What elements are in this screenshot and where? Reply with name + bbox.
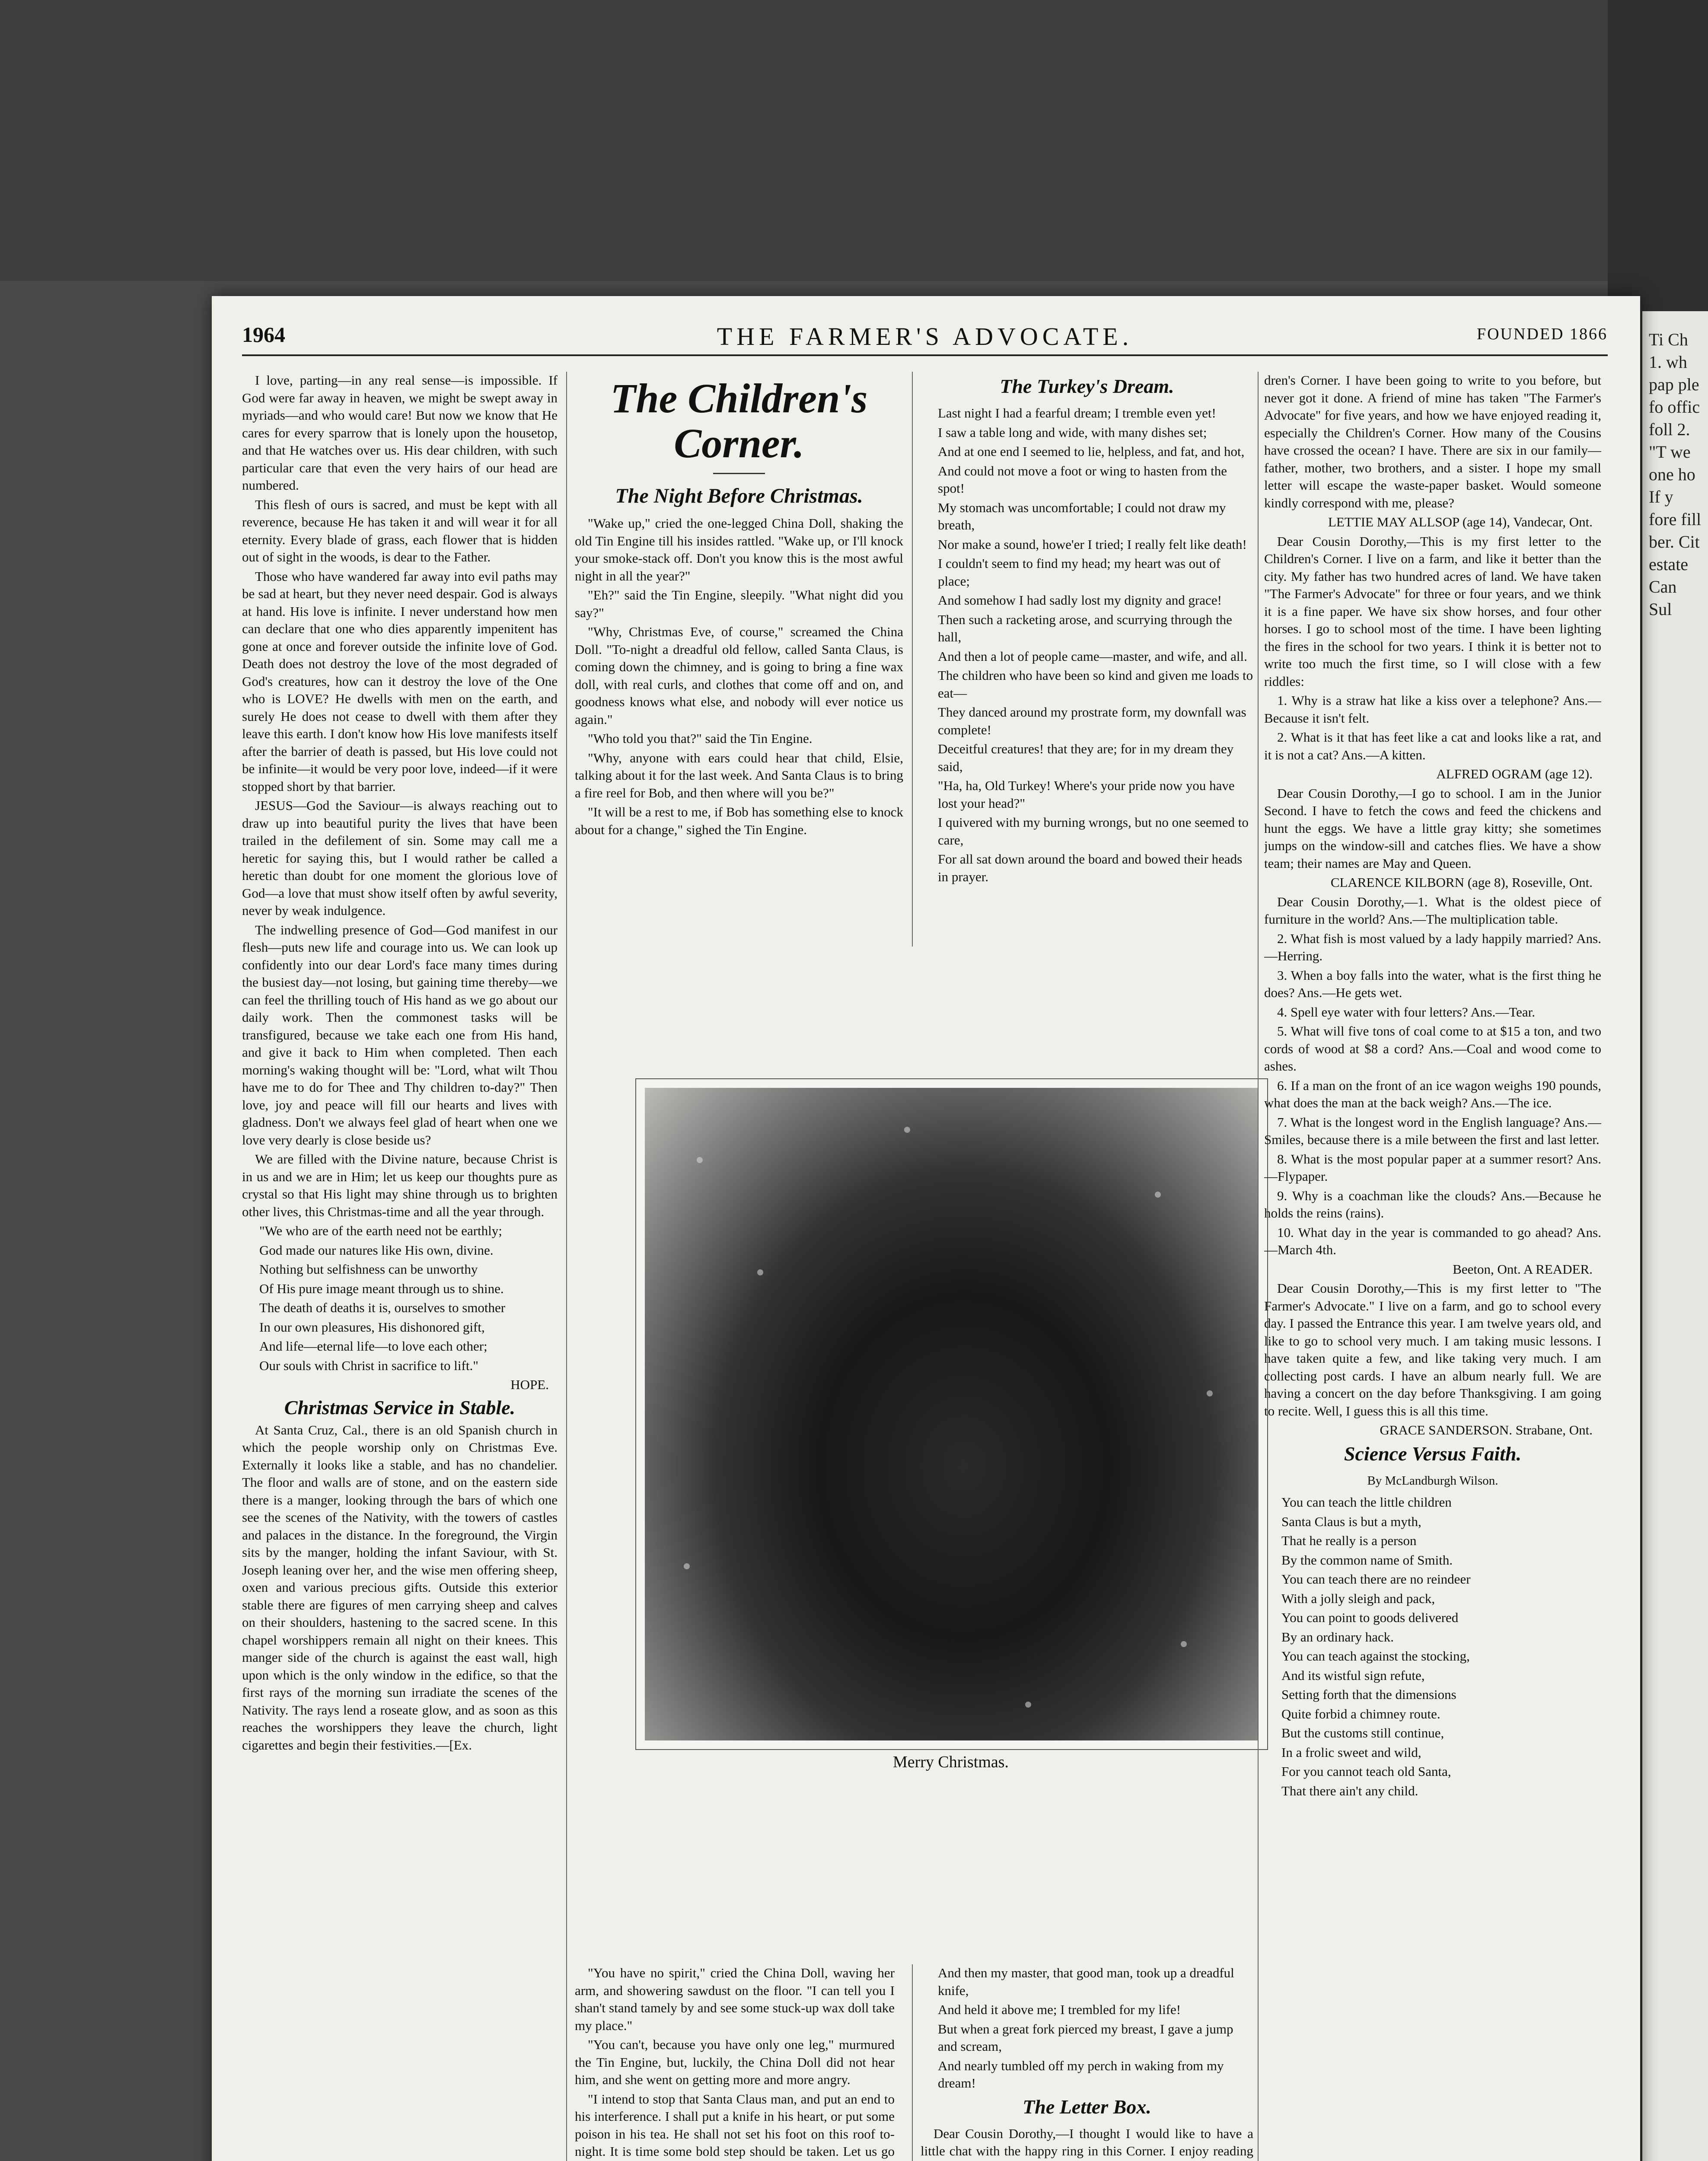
signature: CLARENCE KILBORN (age 8), Roseville, Ont. bbox=[1330, 875, 1593, 890]
riddle: 4. Spell eye water with four letters? Ans.—Tear. bbox=[1277, 1004, 1535, 1020]
letter: Dear Cousin Dorothy,—This is my first letter to "The Farmer's Advocate." I live on a farm, and go to school every day. I passed the Entrance this year. I am twelve years old, and like to go to school very much. I am taking music lessons. I have taken quite a few, and like taking very much. I am collecting post cards. I have an album nearly full. We are having a concert on the day before Thanksgiving. I am going to recite. Well, I guess this is all this time. bbox=[1264, 1281, 1601, 1418]
poem-line: And its wistful sign refute, bbox=[1281, 1667, 1425, 1683]
santa-claus-photo bbox=[645, 1088, 1259, 1740]
poem-line: Nothing but selfishness can be unworthy bbox=[259, 1262, 478, 1277]
letter: Dear Cousin Dorothy,—I thought I would like to have a little chat with the happy ring in this Corner. I enjoy reading bbox=[921, 2126, 1253, 2158]
paragraph: "Eh?" said the Tin Engine, sleepily. "What night did you say?" bbox=[575, 587, 903, 620]
poem-line: For you cannot teach old Santa, bbox=[1281, 1764, 1451, 1779]
adjacent-page-text: Ti Ch 1. wh pap ple fo offic foll 2. "T we one ho If y fore fill ber. Cit estate Can Sul bbox=[1649, 330, 1702, 619]
riddle: 3. When a boy falls into the water, what is the first thing he does? Ans.—He gets wet. bbox=[1264, 967, 1601, 1000]
poem-line: In our own pleasures, His dishonored gift, bbox=[259, 1319, 485, 1335]
riddle: 5. What will five tons of coal come to at $15 a ton, and two cords of wood at $8 a cord? Ans.—Coal and wood come to ashes. bbox=[1264, 1023, 1601, 1074]
poem-line: For all sat down around the board and bowed their heads in prayer. bbox=[938, 851, 1243, 884]
paragraph: "I intend to stop that Santa Claus man, and put an end to his interference. I shall put a knife in his heart, or put some poison in his tea. He shall not set his foot on this roof to-night. It is time some bold step should be taken. Let us go bbox=[575, 2091, 895, 2159]
poem-line: Last night I had a fearful dream; I tremble even yet! bbox=[938, 405, 1216, 421]
poem-line: I saw a table long and wide, with many dishes set; bbox=[938, 424, 1207, 440]
founded-year: FOUNDED 1866 bbox=[1476, 325, 1608, 343]
column-divider bbox=[912, 1964, 913, 2161]
letter: Dear Cousin Dorothy,—1. What is the oldest piece of furniture in the world? Ans.—The multiplication table. bbox=[1264, 894, 1601, 927]
paragraph: "You can't, because you have only one leg," murmured the Tin Engine, but, luckily, the China Doll did not hear him, and she went on getting more and more angry. bbox=[575, 2037, 895, 2087]
santa-photo-frame bbox=[635, 1078, 1268, 1750]
riddle: 8. What is the most popular paper at a summer resort? Ans.—Flypaper. bbox=[1264, 1151, 1601, 1184]
childrens-corner-title: The Children's Corner. bbox=[610, 375, 868, 466]
column-1 bbox=[242, 372, 558, 2161]
newspaper-page bbox=[212, 296, 1640, 2161]
riddle: 2. What fish is most valued by a lady happily married? Ans.—Herring. bbox=[1264, 931, 1601, 963]
letter: Dear Cousin Dorothy,—This is my first letter to the Children's Corner. I live on a farm, and like it better than the city. My father has two hundred acres of land. We have taken "The Farmer's Advocate" for three or four years, and we think it is a fine paper. We have six show horses, and four other horses. I go to school most of the time. I have been lighting the fires in the school for two years. I think it is better not to write too much the first time, so I will close with a few riddles: bbox=[1264, 533, 1601, 689]
riddle: 7. What is the longest word in the English language? Ans.—Smiles, because there is a mile between the first and last letter. bbox=[1264, 1114, 1601, 1147]
poem-line: You can teach against the stocking, bbox=[1281, 1648, 1470, 1664]
poem-line: And nearly tumbled off my perch in waking from my dream! bbox=[938, 2058, 1224, 2091]
poem-line: That he really is a person bbox=[1281, 1533, 1417, 1548]
poem-line: By the common name of Smith. bbox=[1281, 1552, 1453, 1568]
poem-line: Setting forth that the dimensions bbox=[1281, 1687, 1456, 1702]
story-title: The Night Before Christmas. bbox=[615, 484, 863, 507]
snow-speck bbox=[1025, 1702, 1031, 1708]
poem-line: Our souls with Christ in sacrifice to lift." bbox=[259, 1358, 478, 1373]
poem-line: And at one end I seemed to lie, helpless, and fat, and hot, bbox=[938, 444, 1245, 459]
poem-line: Of His pure image meant through us to shine. bbox=[259, 1281, 504, 1296]
poem-line: But the customs still continue, bbox=[1281, 1725, 1444, 1740]
poem-line: They danced around my prostrate form, my downfall was complete! bbox=[938, 704, 1246, 737]
paragraph: "You have no spirit," cried the China Doll, waving her arm, and showering sawdust on the floor. "I can tell you I shan't stand tamely by and see some stuck-up wax doll take my place." bbox=[575, 1965, 895, 2033]
riddle: 2. What is it that has feet like a cat and looks like a rat, and it is not a cat? Ans.—A kitten. bbox=[1264, 730, 1601, 762]
snow-speck bbox=[684, 1563, 690, 1569]
poem-line: The death of deaths it is, ourselves to smother bbox=[259, 1300, 506, 1315]
poem-line: Santa Claus is but a myth, bbox=[1281, 1514, 1421, 1529]
column-3-bottom bbox=[921, 1964, 1253, 2161]
poem-line: You can point to goods delivered bbox=[1281, 1610, 1459, 1625]
signature: GRACE SANDERSON. Strabane, Ont. bbox=[1380, 1422, 1593, 1437]
poem-line: And could not move a foot or wing to hasten from the spot! bbox=[938, 463, 1227, 496]
paragraph: "It will be a rest to me, if Bob has something else to knock about for a change," sighed the Tin Engine. bbox=[575, 804, 903, 837]
poem-line: "Ha, ha, Old Turkey! Where's your pride now you have lost your head?" bbox=[938, 778, 1235, 811]
paragraph: This flesh of ours is sacred, and must be kept with all reverence, because He has taken it and will wear it for all eternity. Every blade of grass, each flower that is hidden out of sight in the woods, is dear to the Father. bbox=[242, 497, 558, 564]
poem-line: With a jolly sleigh and pack, bbox=[1281, 1590, 1435, 1606]
paragraph: JESUS—God the Saviour—is always reaching out to draw up into beautiful purity the lives that have been trailed in the defilement of sin. Some may call me a heretic for saying this, but I would rather be called a heretic than doubt for one moment the glorious love of God—a love that must show itself often by awful severity, never by weak indulgence. bbox=[242, 798, 558, 918]
poem-line: "We who are of the earth need not be earthly; bbox=[259, 1223, 502, 1238]
poem-line: And life—eternal life—to love each other; bbox=[259, 1339, 488, 1354]
section-title: Christmas Service in Stable. bbox=[284, 1396, 516, 1418]
poem-line: Nor make a sound, howe'er I tried; I really felt like death! bbox=[938, 536, 1247, 552]
paragraph: I love, parting—in any real sense—is impossible. If God were far away in heaven, we might be swept away in myriads—and who would care! But now we know that He cares for every sparrow that is lonely upon the housetop, and that He watches over us. His dear children, with such particular care that even the very hairs of our head are numbered. bbox=[242, 373, 558, 493]
poem-line: My stomach was uncomfortable; I could not draw my breath, bbox=[938, 500, 1226, 532]
riddle: 1. Why is a straw hat like a kiss over a telephone? Ans.—Because it isn't felt. bbox=[1264, 693, 1601, 726]
paragraph: "Why, Christmas Eve, of course," screamed the China Doll. "To-night a dreadful old fellow, called Santa Claus, is coming down the chimney, and is going to bring a fine wax doll, with real curls, and clothes that come off and on, and goodness knows what else, and nobody will ever notice us again." bbox=[575, 624, 903, 727]
column-divider bbox=[1258, 372, 1259, 2161]
column-divider bbox=[912, 372, 913, 947]
riddle: 9. Why is a coachman like the clouds? Ans.—Because he holds the reins (rains). bbox=[1264, 1188, 1601, 1221]
snow-speck bbox=[1181, 1641, 1187, 1647]
paragraph: We are filled with the Divine nature, because Christ is in us and we are in Him; let us keep our thoughts pure as crystal so that His light may shine through us to brighten other lives, this Christmas-time and all the year through. bbox=[242, 1151, 558, 1219]
poem-line: The children who have been so kind and given me loads to eat— bbox=[938, 668, 1253, 701]
adjacent-page-edge bbox=[1642, 311, 1708, 2161]
turkeys-dream-title: The Turkey's Dream. bbox=[1000, 375, 1174, 397]
paragraph: "Who told you that?" said the Tin Engine. bbox=[588, 731, 813, 746]
photo-caption: Merry Christmas. bbox=[892, 1753, 1009, 1771]
poem-line: God made our natures like His own, divine. bbox=[259, 1242, 494, 1258]
column-3-top bbox=[921, 372, 1253, 947]
signature: Beeton, Ont. A READER. bbox=[1453, 1261, 1593, 1277]
paragraph: Those who have wandered far away into evil paths may be sad at heart, but they never need despair. God is always at hand. His love is infinite. I never understand how men can declare that one who dies apparently impenitent has gone at once and forever outside the infinite love of God. Death does not destroy the love of the most degraded of God's creatures, how can it destroy the love of the One who is LOVE? He dwells with men on the earth, and surely He does not cease to dwell with them after they leave this earth. I don't know how His love manifests itself after the barrier of death is passed, but His love could not be infinite—it would be very poor love, indeed—if it were stopped short by that barrier. bbox=[242, 568, 558, 794]
signature: HOPE. bbox=[510, 1377, 549, 1392]
science-versus-faith-title: Science Versus Faith. bbox=[1344, 1442, 1522, 1465]
poem-line: Quite forbid a chimney route. bbox=[1281, 1706, 1440, 1721]
column-divider bbox=[566, 372, 567, 2161]
journal-title: THE FARMER'S ADVOCATE. bbox=[717, 322, 1133, 351]
signature: ALFRED OGRAM (age 12). bbox=[1436, 766, 1593, 781]
poem-line: And held it above me; I trembled for my life! bbox=[938, 2002, 1181, 2017]
poem-line: I quivered with my burning wrongs, but no one seemed to care, bbox=[938, 815, 1249, 848]
poem-line: I couldn't seem to find my head; my heart was out of place; bbox=[938, 556, 1220, 589]
header-rule bbox=[242, 354, 1608, 356]
snow-speck bbox=[1155, 1192, 1161, 1198]
paragraph: The indwelling presence of God—God manifest in our flesh—puts new life and courage into us. We can look up confidently into our dear Lord's face many times during the busiest day—not losing, but gaining time thereby—we can feel the thrilling touch of His hand as we go about our daily work. Then the commonest tasks will be transfigured, because we take each one from His hand, and give it back to Him when completed. Then each morning's waking thought will be: "Lord, what wilt Thou have me to do for Thee and Thy children to-day?" Then love, joy and peace will fill our hearts and lives with gladness. Don't we always feel glad of heart when one we love very dearly is close beside us? bbox=[242, 922, 558, 1147]
scan-background-top bbox=[0, 0, 1708, 281]
snow-speck bbox=[904, 1127, 910, 1133]
poem-line: By an ordinary hack. bbox=[1281, 1629, 1394, 1645]
letter: Dear Cousin Dorothy,—I go to school. I am in the Junior Second. I have to fetch the cows and feed the chickens and hunt the eggs. We have a little gray kitty; she sometimes jumps on the window-sill and catches flies. We have a show team; their names are May and Queen. bbox=[1264, 785, 1601, 871]
paragraph: "Why, anyone with ears could hear that child, Elsie, talking about it for the last week. And Santa Claus is to bring a fire reel for Bob, and then where will you be?" bbox=[575, 750, 903, 800]
snow-speck bbox=[1207, 1390, 1213, 1396]
page-number: 1964 bbox=[242, 322, 285, 347]
poem-line: That there ain't any child. bbox=[1281, 1783, 1418, 1798]
signature: LETTIE MAY ALLSOP (age 14), Vandecar, Ont. bbox=[1328, 514, 1593, 529]
column-2-bottom bbox=[575, 1964, 895, 2161]
snow-speck bbox=[757, 1269, 763, 1275]
poem-byline: By McLandburgh Wilson. bbox=[1367, 1473, 1498, 1488]
column-2-top bbox=[575, 372, 903, 947]
poem-line: Deceitful creatures! that they are; for in my dream they said, bbox=[938, 741, 1234, 774]
paragraph: At Santa Cruz, Cal., there is an old Spanish church in which the people worship only on Christmas Eve. Externally it looks like a stable, and has no chandelier. The floor and walls are of stone, and on the eastern side there is a manger, looking through the bars of which one see the scenes of the Nativity, with the towers of castles and palaces in the distance. In the foreground, the Virgin sits by the manger, holding the infant Saviour, with St. Joseph leaning over her, and the wise men offering sheep, oxen and various precious gifts. Outside this exterior stable there are figures of men carrying sheep and calves on their shoulders, hastening to the sacred scene. In this chapel worshippers remain all night on their knees. This manger side of the church is against the east wall, high upon which is the only window in the edifice, so that the first rays of the morning sun irradiate the scenes of the Nativity. The rays lend a roseate glow, and as soon as this reaches the worshippers they leave the church, light cigarettes and begin their festivities.—[Ex. bbox=[242, 1422, 558, 1753]
riddle: 6. If a man on the front of an ice wagon weighs 190 pounds, what does the man at the back weigh? Ans.—The ice. bbox=[1264, 1077, 1601, 1110]
poem-line: And somehow I had sadly lost my dignity and grace! bbox=[938, 593, 1222, 608]
column-4 bbox=[1264, 372, 1601, 2161]
letter: dren's Corner. I have been going to write to you before, but never got it done. A friend of mine has taken "The Farmer's Advocate" for five years, and how we have enjoyed reading it, especially the Children's Corner. How many of the Cousins have crossed the ocean? I have. There are six in our family—father, mother, two brothers, and a sister. I hope my small letter will escape the waste-paper basket. Would someone kindly correspond with me, please? bbox=[1264, 373, 1601, 510]
poem-line: And then my master, that good man, took up a dreadful knife, bbox=[938, 1965, 1234, 1998]
poem-line: Then such a racketing arose, and scurrying through the hall, bbox=[938, 612, 1232, 644]
riddle: 10. What day in the year is commanded to go ahead? Ans.—March 4th. bbox=[1264, 1224, 1601, 1257]
title-rule bbox=[713, 473, 765, 474]
letter-box-title: The Letter Box. bbox=[1023, 2095, 1151, 2118]
paragraph: "Wake up," cried the one-legged China Doll, shaking the old Tin Engine till his insides rattled. "Wake up, or I'll knock your smoke-stack off. Don't you know this is the most awful night in all the year?" bbox=[575, 516, 903, 583]
page-header bbox=[242, 322, 1608, 352]
poem-line: You can teach there are no reindeer bbox=[1281, 1571, 1471, 1587]
poem-line: In a frolic sweet and wild, bbox=[1281, 1744, 1421, 1760]
snow-speck bbox=[697, 1157, 703, 1163]
poem-line: And then a lot of people came—master, and wife, and all. bbox=[938, 648, 1247, 664]
poem-line: You can teach the little children bbox=[1281, 1495, 1452, 1510]
poem-line: But when a great fork pierced my breast, I gave a jump and scream, bbox=[938, 2021, 1233, 2054]
